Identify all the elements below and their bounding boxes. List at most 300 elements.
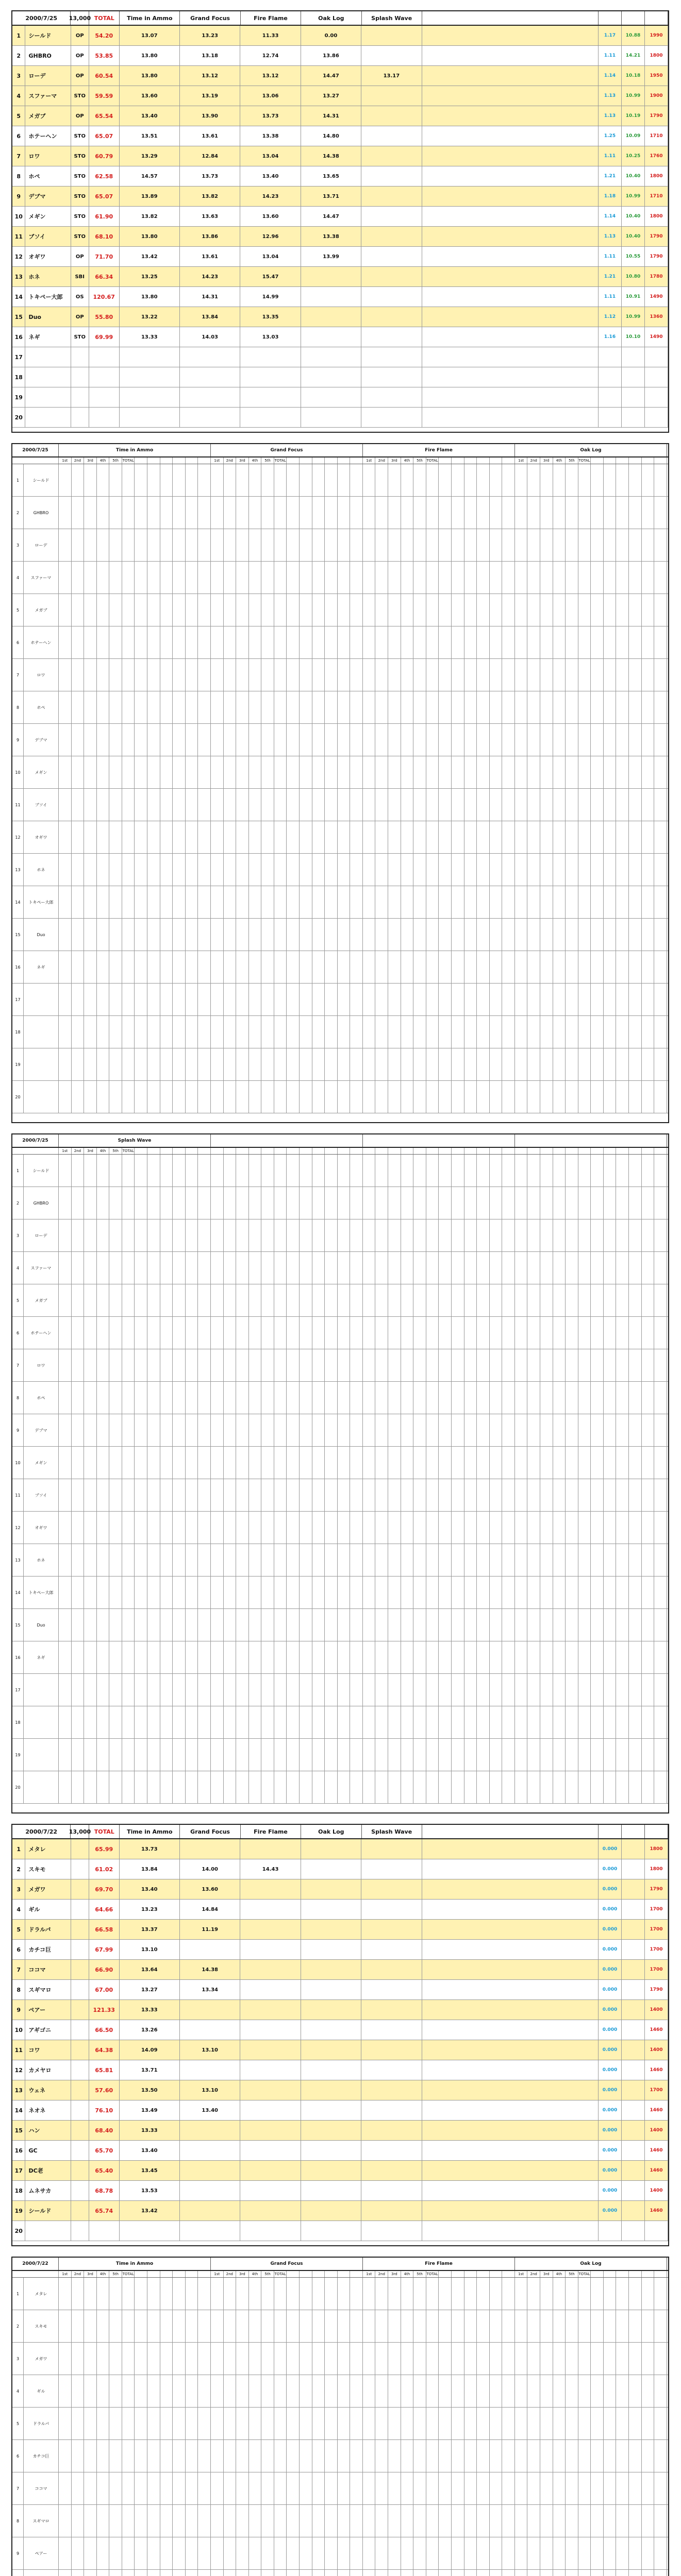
event-score (180, 1940, 240, 1959)
lap-time-cell (401, 1577, 414, 1608)
lap-time-cell (578, 2505, 591, 2537)
lap-time-cell (515, 789, 528, 821)
lap-time-cell (426, 951, 439, 983)
lap-time-cell (350, 1349, 363, 1381)
event-score-value: 13.27 (141, 1987, 158, 1993)
row-number: 18 (12, 367, 25, 387)
lap-time-cell (477, 497, 490, 529)
lap-time-cell (553, 2570, 566, 2576)
lap-time-cell (173, 659, 186, 691)
lap-time-cell (515, 1512, 528, 1544)
lap-time-cell (224, 691, 237, 723)
player-class: STO (71, 187, 89, 206)
lap-time-cell (72, 2505, 85, 2537)
lap-time-cell (604, 2570, 617, 2576)
lap-time-cell (160, 691, 173, 723)
lap-time-cell (300, 724, 312, 756)
lap-time-cell (578, 562, 591, 594)
summary2-row (12, 2121, 668, 2141)
lap-time-cell (477, 2310, 490, 2342)
lap-time-cell (338, 1349, 351, 1381)
player-class: STO (71, 166, 89, 186)
lap-time-cell (312, 464, 325, 496)
lap-time-cell (186, 2375, 198, 2407)
lap-time-cell (135, 1447, 147, 1479)
stat-tag: 10.09 (622, 126, 645, 146)
stat-tag (645, 2221, 668, 2241)
lap-time-cell (211, 1414, 224, 1446)
lap-time-cell (477, 1219, 490, 1251)
lap-time-cell (363, 497, 376, 529)
lap-time-cell (84, 1252, 97, 1284)
lap-time-cell (325, 789, 338, 821)
lap-time-cell (527, 691, 540, 723)
summary2-event-header: Splash Wave (362, 1825, 422, 1838)
lap-time-cell (578, 1674, 591, 1706)
lap-time-cell (160, 1609, 173, 1641)
lap-time-cell (654, 2278, 667, 2310)
lap-time-cell (224, 789, 237, 821)
lap-time-cell (578, 2278, 591, 2310)
row-number: 15 (12, 2121, 25, 2140)
detail2-row (12, 1447, 668, 1479)
stat-tag (622, 2040, 645, 2060)
lap-time-cell (490, 1284, 503, 1316)
lap-time-cell (198, 1512, 211, 1544)
event-score (301, 367, 361, 387)
total-score: 67.00 (89, 1980, 120, 1999)
subheader-cell: 2nd (72, 2271, 85, 2277)
lap-time-cell (287, 951, 300, 983)
stat-tag (622, 2000, 645, 2020)
lap-time-cell (629, 2505, 642, 2537)
lap-time-cell (413, 854, 426, 886)
lap-time-cell (566, 1512, 578, 1544)
lap-time-cell (388, 2537, 401, 2569)
total-score (89, 347, 120, 367)
lap-time-cell (490, 464, 503, 496)
lap-time-cell (502, 2408, 515, 2439)
stat-tag (622, 387, 645, 407)
lap-time-cell (300, 1771, 312, 1803)
lap-time-cell (591, 2343, 604, 2375)
lap-time-cell (642, 1512, 655, 1544)
lap-time-cell (261, 2505, 274, 2537)
lap-time-cell (616, 1609, 629, 1641)
lap-time-cell (413, 2537, 426, 2569)
blank-cell (422, 1839, 599, 1859)
subheader-cell: 5th (109, 2271, 122, 2277)
lap-time-cell (464, 2537, 477, 2569)
lap-time-cell (515, 562, 528, 594)
lap-time-cell (477, 1447, 490, 1479)
lap-time-cell (211, 1512, 224, 1544)
blank-cell (422, 166, 599, 186)
lap-time-cell (211, 1016, 224, 1048)
lap-time-cell (413, 1155, 426, 1187)
subheader-cell: 5th (261, 457, 274, 464)
lap-time-cell (566, 1016, 578, 1048)
event-score (240, 247, 301, 266)
lap-time-cell (642, 2440, 655, 2472)
player-name: ロワ (25, 146, 71, 166)
lap-time-cell (224, 1317, 237, 1349)
lap-time-cell (261, 1016, 274, 1048)
lap-time-cell (616, 626, 629, 658)
lap-time-cell (160, 919, 173, 951)
lap-time-cell (147, 464, 160, 496)
lap-time-cell (224, 1609, 237, 1641)
lap-time-cell (604, 724, 617, 756)
lap-time-cell (198, 1349, 211, 1381)
lap-time-cell (477, 1382, 490, 1414)
lap-time-cell (566, 1187, 578, 1219)
lap-time-cell (84, 951, 97, 983)
lap-time-cell (363, 691, 376, 723)
lap-time-cell (135, 1048, 147, 1080)
lap-time-cell (477, 1016, 490, 1048)
lap-time-cell (236, 984, 249, 1015)
lap-time-cell (490, 2537, 503, 2569)
row-number: 14 (12, 1577, 24, 1608)
lap-time-cell (338, 1414, 351, 1446)
lap-time-cell (198, 854, 211, 886)
event-score-value: 13.18 (202, 53, 218, 59)
lap-time-cell (211, 1609, 224, 1641)
stat-tag: 1790 (645, 1879, 668, 1899)
total-score: 121.33 (89, 2000, 120, 2020)
lap-time-cell (224, 1219, 237, 1251)
lap-time-cell (198, 724, 211, 756)
lap-time-cell (401, 562, 414, 594)
lap-time-cell (261, 1382, 274, 1414)
row-number: 6 (12, 1940, 25, 1959)
subheader-cell (654, 457, 667, 464)
blank-cell (422, 2020, 599, 2040)
row-number: 3 (12, 1219, 24, 1251)
lap-time-cell (312, 659, 325, 691)
stat-tag (645, 387, 668, 407)
lap-time-cell (109, 984, 122, 1015)
row-number: 4 (12, 86, 25, 106)
player-class: STO (71, 227, 89, 246)
lap-time-cell (502, 724, 515, 756)
lap-time-cell (375, 1155, 388, 1187)
lap-time-cell (122, 1414, 135, 1446)
lap-time-cell (312, 1577, 325, 1608)
lap-time-cell (109, 1609, 122, 1641)
player-name: トキペー大郎 (25, 287, 71, 307)
lap-time-cell (274, 497, 287, 529)
player-name: デブマ (24, 724, 59, 756)
lap-time-cell (527, 497, 540, 529)
subheader-cell: 3rd (236, 2271, 249, 2277)
lap-time-cell (527, 529, 540, 561)
lap-time-cell (553, 659, 566, 691)
lap-time-cell (198, 1674, 211, 1706)
lap-time-cell (338, 2505, 351, 2537)
row-number: 5 (12, 106, 25, 126)
lap-time-cell (160, 724, 173, 756)
lap-time-cell (287, 919, 300, 951)
lap-time-cell (553, 1349, 566, 1381)
total-score: 65.40 (89, 2161, 120, 2180)
lap-time-cell (211, 2343, 224, 2375)
player-name: シールド (25, 26, 71, 45)
lap-time-cell (426, 756, 439, 788)
stat-tag: 1950 (645, 66, 668, 86)
player-name: メガブ (24, 1284, 59, 1316)
lap-time-cell (312, 1252, 325, 1284)
lap-time-cell (147, 529, 160, 561)
total-score: 66.34 (89, 267, 120, 286)
player-name: スファーマ (24, 562, 59, 594)
lap-time-cell (211, 2505, 224, 2537)
lap-time-cell (249, 2537, 262, 2569)
event-score-value: 13.82 (202, 193, 218, 199)
lap-time-cell (388, 1081, 401, 1113)
lap-time-cell (249, 854, 262, 886)
lap-time-cell (224, 724, 237, 756)
lap-time-cell (439, 1706, 452, 1738)
lap-time-cell (236, 1187, 249, 1219)
row-number: 11 (12, 1479, 24, 1511)
lap-time-cell (566, 1048, 578, 1080)
lap-time-cell (173, 626, 186, 658)
lap-time-cell (629, 594, 642, 626)
lap-time-cell (566, 724, 578, 756)
subheader-cell (147, 457, 160, 464)
event-score (240, 86, 301, 106)
lap-time-cell (312, 562, 325, 594)
lap-time-cell (312, 1187, 325, 1219)
lap-time-cell (578, 626, 591, 658)
lap-time-cell (452, 1187, 464, 1219)
lap-time-cell (591, 691, 604, 723)
lap-time-cell (642, 1771, 655, 1803)
blank-cell (422, 1900, 599, 1919)
player-name: デブマ (24, 1414, 59, 1446)
detail2-row (12, 1187, 668, 1219)
detail1-row (12, 594, 668, 626)
lap-time-cell (388, 1609, 401, 1641)
lap-time-cell (198, 1544, 211, 1576)
detail-table-1 (11, 443, 669, 1123)
lap-time-cell (515, 1016, 528, 1048)
lap-time-cell (464, 1414, 477, 1446)
lap-time-cell (186, 821, 198, 853)
lap-time-cell (109, 1739, 122, 1771)
subheader-cell (439, 457, 452, 464)
lap-time-cell (388, 562, 401, 594)
lap-time-cell (198, 2505, 211, 2537)
lap-time-cell (122, 2440, 135, 2472)
lap-time-cell (300, 1512, 312, 1544)
lap-time-cell (173, 464, 186, 496)
lap-time-cell (540, 1081, 553, 1113)
lap-time-cell (72, 1641, 85, 1673)
row-number: 6 (12, 126, 25, 146)
event-score-value: 13.40 (141, 2147, 158, 2154)
subheader-cell (173, 457, 186, 464)
event-score (180, 1920, 240, 1939)
lap-time-cell (375, 2343, 388, 2375)
subheader-cell (261, 1148, 274, 1154)
subheader-cell (502, 2271, 515, 2277)
lap-time-cell (186, 1544, 198, 1576)
lap-time-cell (439, 2440, 452, 2472)
lap-time-cell (527, 2408, 540, 2439)
subheader-cell (375, 1148, 388, 1154)
lap-time-cell (439, 562, 452, 594)
event-score (120, 2020, 180, 2040)
lap-time-cell (59, 951, 72, 983)
lap-time-cell (186, 691, 198, 723)
lap-time-cell (375, 1382, 388, 1414)
event-score (120, 2060, 180, 2080)
lap-time-cell (426, 691, 439, 723)
subheader-cell (515, 1148, 528, 1154)
summary1-tag-header (622, 11, 645, 25)
lap-time-cell (350, 2570, 363, 2576)
lap-time-cell (401, 2472, 414, 2504)
event-score (120, 2080, 180, 2100)
lap-time-cell (604, 2375, 617, 2407)
event-score (120, 2100, 180, 2120)
lap-time-cell (97, 1252, 110, 1284)
lap-time-cell (502, 2278, 515, 2310)
row-number: 7 (12, 1960, 25, 1979)
lap-time-cell (452, 1219, 464, 1251)
lap-time-cell (426, 659, 439, 691)
lap-time-cell (350, 2472, 363, 2504)
lap-time-cell (439, 1048, 452, 1080)
lap-time-cell (439, 1284, 452, 1316)
lap-time-cell (654, 1219, 667, 1251)
event-score (180, 1879, 240, 1899)
lap-time-cell (59, 1016, 72, 1048)
lap-time-cell (642, 2375, 655, 2407)
lap-time-cell (274, 1349, 287, 1381)
lap-time-cell (274, 1706, 287, 1738)
event-score (120, 227, 180, 246)
lap-time-cell (84, 1414, 97, 1446)
blank-cell (422, 2040, 599, 2060)
lap-time-cell (287, 691, 300, 723)
lap-time-cell (147, 1155, 160, 1187)
player-name: ドラルパ (24, 2408, 59, 2439)
lap-time-cell (566, 886, 578, 918)
lap-time-cell (109, 1382, 122, 1414)
lap-time-cell (350, 886, 363, 918)
event-score (240, 2121, 301, 2140)
lap-time-cell (502, 919, 515, 951)
lap-time-cell (261, 789, 274, 821)
lap-time-cell (287, 464, 300, 496)
lap-time-cell (261, 1317, 274, 1349)
lap-time-cell (122, 1739, 135, 1771)
lap-time-cell (363, 1349, 376, 1381)
lap-time-cell (540, 854, 553, 886)
event-score-value: 13.84 (202, 314, 218, 320)
subheader-cell (160, 457, 173, 464)
subheader-cell (477, 457, 490, 464)
player-class (71, 2141, 89, 2160)
subheader-cell (274, 1148, 287, 1154)
summary1-row (12, 227, 668, 247)
summary1-event-header: Grand Focus (180, 11, 240, 25)
row-number: 14 (12, 2100, 25, 2120)
lap-time-cell (553, 529, 566, 561)
stat-tag: 0.000 (599, 1839, 622, 1859)
summary1-row (12, 26, 668, 46)
lap-time-cell (211, 626, 224, 658)
lap-time-cell (363, 2408, 376, 2439)
lap-time-cell (109, 1016, 122, 1048)
lap-time-cell (109, 2570, 122, 2576)
lap-time-cell (452, 1447, 464, 1479)
event-score (301, 126, 361, 146)
lap-time-cell (109, 951, 122, 983)
event-score (301, 408, 361, 427)
lap-time-cell (173, 1479, 186, 1511)
lap-time-cell (642, 1577, 655, 1608)
lap-time-cell (413, 1577, 426, 1608)
event-score (361, 187, 422, 206)
total-score: 61.02 (89, 1859, 120, 1879)
lap-time-cell (629, 2310, 642, 2342)
player-name: シールド (25, 2201, 71, 2221)
lap-time-cell (553, 2375, 566, 2407)
lap-time-cell (211, 1081, 224, 1113)
lap-time-cell (160, 1544, 173, 1576)
lap-time-cell (312, 2310, 325, 2342)
blank-cell (422, 2141, 599, 2160)
stat-tag: 1900 (645, 86, 668, 106)
lap-time-cell (84, 789, 97, 821)
summary1-header (12, 11, 668, 26)
detail2-row (12, 1317, 668, 1349)
lap-time-cell (312, 2505, 325, 2537)
lap-time-cell (236, 919, 249, 951)
lap-time-cell (654, 2408, 667, 2439)
lap-time-cell (604, 1252, 617, 1284)
total-score: 67.99 (89, 1940, 120, 1959)
lap-time-cell (135, 2440, 147, 2472)
lap-time-cell (350, 497, 363, 529)
lap-time-cell (578, 821, 591, 853)
lap-time-cell (553, 1284, 566, 1316)
lap-time-cell (173, 951, 186, 983)
lap-time-cell (515, 497, 528, 529)
subheader-cell (642, 1148, 655, 1154)
lap-time-cell (490, 821, 503, 853)
lap-time-cell (502, 886, 515, 918)
summary1-tag-header (645, 11, 668, 25)
lap-time-cell (274, 1641, 287, 1673)
lap-time-cell (515, 2343, 528, 2375)
lap-time-cell (464, 1609, 477, 1641)
lap-time-cell (287, 1219, 300, 1251)
lap-time-cell (540, 1016, 553, 1048)
lap-time-cell (363, 529, 376, 561)
lap-time-cell (249, 2310, 262, 2342)
player-name: ホテーヘン (24, 626, 59, 658)
lap-time-cell (135, 562, 147, 594)
lap-time-cell (375, 1081, 388, 1113)
subheader-cell (160, 1148, 173, 1154)
event-score (180, 2040, 240, 2060)
